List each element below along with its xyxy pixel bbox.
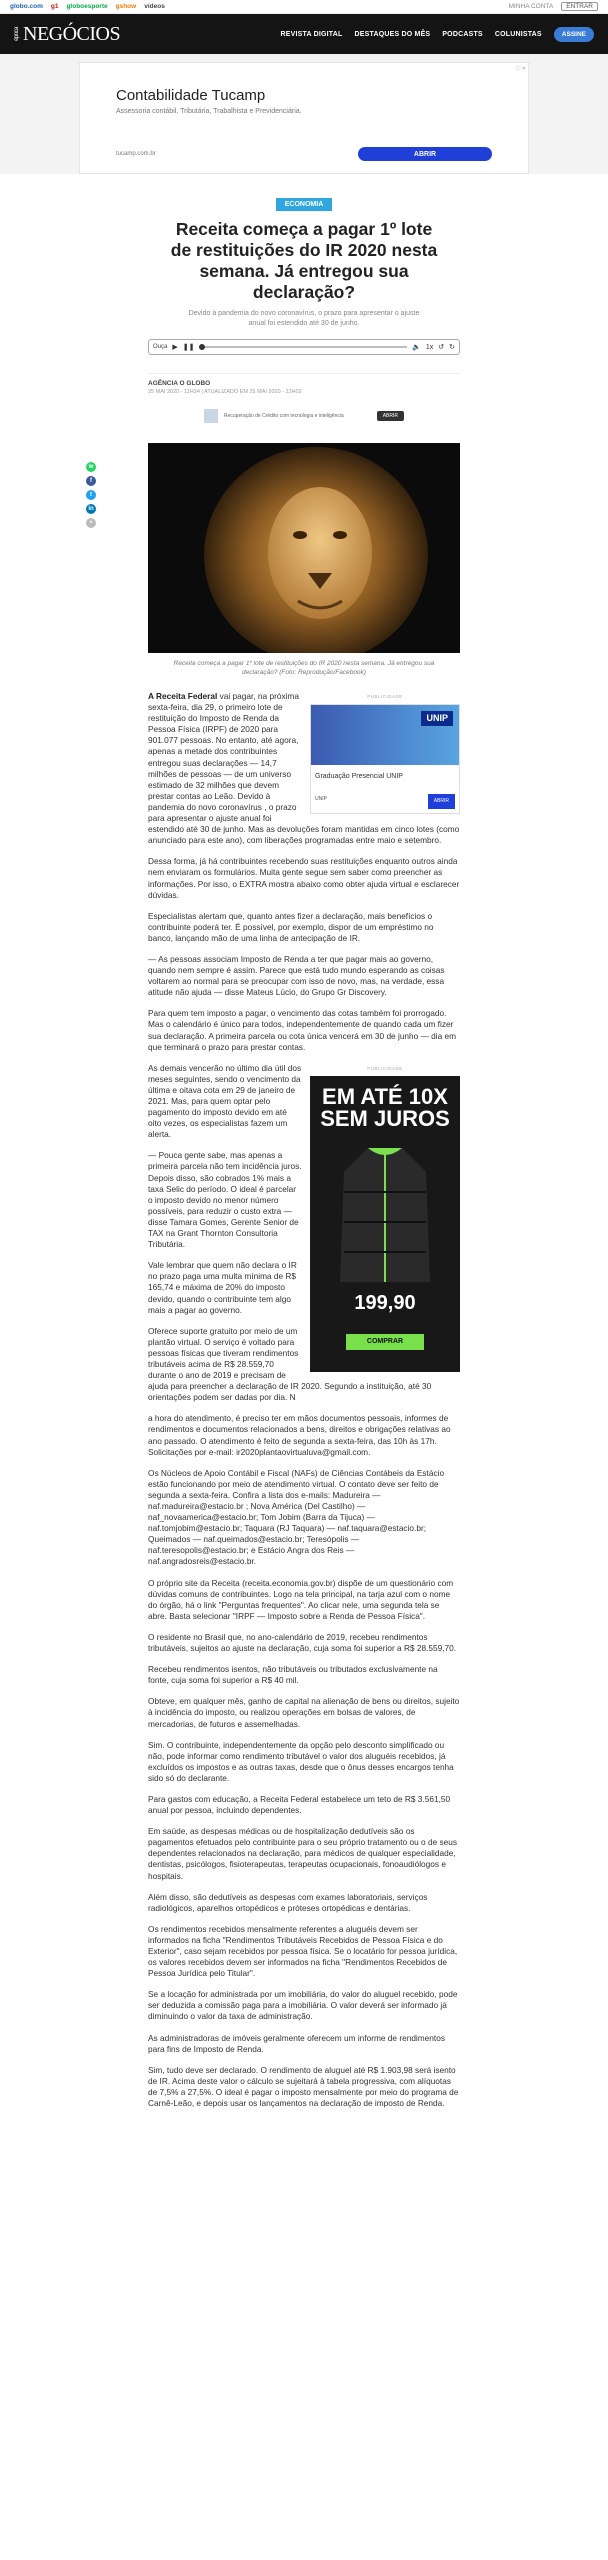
site-logo[interactable] [14,23,120,46]
jacket-ad-slot [310,1063,460,1372]
forward-icon[interactable]: ↻ [449,344,455,351]
my-account-link[interactable]: MINHA CONTA [508,3,554,10]
paragraph-14: Recebeu rendimentos isentos, não tributáveis ou tributados exclusivamente na fonte, cuja soma foi superior a R$ 40 mil. [148,1664,438,1686]
ad-choices-icon[interactable]: ⓘ ✕ [515,66,526,72]
article-date: 25 MAI 2020 - 11H34 | ATUALIZADO EM 25 MAI 2020 - 12H02 [148,389,302,395]
unip-ad-button[interactable]: ABRIR [428,794,455,809]
unip-ad[interactable] [310,704,460,814]
g1-link[interactable]: g1 [50,3,59,10]
paragraph-9: Oferece suporte gratuito por meio de um plantão virtual. O serviço é voltado para pessoas físicas que tiveram rendimentos tributáveis acima de R$ 28.559,70 durante o ano de 2019 e precisam de ajuda para preencher a declaração de IR 2020. Segundo a instituição, até 30 orientações podem ser dadas por dia. N [148,1325,432,1403]
paragraph-6: As demais vencerão no último dia útil dos meses seguintes, sendo o vencimento da última e oitava cota em 29 de janeiro de 2021. Mas, para quem optar pelo pagamento do imposto devido em até oito vezes, os especialistas fazem um alerta. [148,1062,302,1140]
image-caption: Receita começa a pagar 1º lote de restituições do IR 2020 nesta semana. Já entregou sua declaração? (Foto: Reprodução/Facebook) [173,660,435,676]
banner-ad-area [0,54,608,174]
article-title: Receita começa a pagar 1º lote de restituições do IR 2020 nesta semana. Já entregou sua declaração? [170,219,438,302]
videos-link[interactable]: vídeos [144,3,165,10]
rewind-icon[interactable]: ↺ [438,344,445,351]
paragraph-15: Obteve, em qualquer mês, ganho de capital na alienação de bens ou direitos, sujeito à incidência do imposto, ou realizou operações em bolsas de valores, de mercadorias, de futuros e assemelhadas. [148,1696,460,1729]
paragraph-3: Especialistas alertam que, quanto antes fizer a declaração, mais benefícios o contribuinte poderá ter. É possível, por exemplo, dispor de um empréstimo no banco, lançando mão de uma linha de antecipação de IR. [148,910,434,943]
gshow-link[interactable]: gshow [115,3,137,10]
lion-image [148,443,460,653]
jacket-ad[interactable] [310,1076,460,1372]
hero-image [148,443,460,653]
pause-icon[interactable]: ❚❚ [182,344,195,351]
receita-link[interactable]: A Receita Federal [148,691,218,701]
globo-link[interactable]: globo.com [10,3,43,10]
article-subtitle: Devido à pandemia do novo coronavírus, o prazo para apresentar o ajuste anual foi estendido até 30 de junho. [188,310,420,327]
paragraph-12: O próprio site da Receita (receita.economia.gov.br) dispõe de um questionário com dúvidas comuns de contribuintes. Logo na tela principal, na tarja azul com o nome do órgão, há o link "Perguntas frequentes". Ao clicar nele, uma segunda tela se abre. Basta selecionar "IRPF — Imposto sobre a Renda de Pessoa Física". [148,1577,454,1621]
paragraph-7: — Pouca gente sabe, mas apenas a primeira parcela não tem incidência juros. Depois disso, são cobrados 1% mais a taxa Selic do período. O ideal é parcelar o imposto devido no menor número possíveis, para reduzir o custo extra — disse Tamara Gomes, Gerente Senior de TAX na Grant Thornton Consultoria Tributária. [148,1150,302,1250]
unip-ad-title: Graduação Presencial UNIP [315,773,403,781]
more-share-icon[interactable]: + [86,518,96,528]
jacket-image [338,1142,432,1292]
sponsored-mini-ad[interactable] [204,405,404,427]
paragraph-10: a hora do atendimento, é preciso ter em mãos documentos pessoais, informes de rendimentos e documentos relacionados a bens, direitos e obrigações relativas ao ano passado. O atendimento é feito de segunda a sexta-feira, das 10h às 17h. Solicitações por e-mail: ir2020plantaovirtualuva@gmail.com. [148,1413,451,1457]
paragraph-8: Vale lembrar que quem não declara o IR no prazo paga uma multa mínima de R$ 165,74 e máxima de 20% do imposto devido, quando o contribuinte tem algo mais a pagar ao governo. [148,1260,297,1315]
mini-ad-button[interactable]: ABRIR [377,411,404,421]
paragraph-16: Sim. O contribuinte, independentemente da opção pelo desconto simplificado ou não, pode informar como rendimento tributável o valor dos aluguéis recebidos, já excluídos os impostos e as outras taxas, desde que o ônus desses encargos tenha sido só do declarante. [148,1739,454,1783]
play-icon[interactable]: ▶ [172,344,178,351]
logo-small-text: época [14,27,20,41]
banner-ad-open-button[interactable]: ABRIR [358,147,492,161]
globo-top-bar [0,0,608,14]
whatsapp-icon[interactable]: w [86,462,96,472]
article [148,198,460,2109]
paragraph-18: Em saúde, as despesas médicas ou de hospitalização dedutíveis são os pagamentos efetuados pelo contribuinte para o seu próprio tratamento ou o de seus dependentes relacionados na declaração, para médicos de qualquer especialidade, dentistas, psicólogos, fisioterapeutas, terapeutas ocupacionais, fonoaudiólogos e hospitais. [148,1826,458,1881]
section-tag[interactable]: ECONOMIA [276,198,332,211]
nav-link-podcasts[interactable]: PODCASTS [442,30,483,38]
paragraph-22: As administradoras de imóveis geralmente oferecem um informe de rendimentos para fins de Imposto de Renda. [148,2032,445,2054]
unip-ad-brand: UNIP [315,796,327,802]
paragraph-1: A Receita Federal vai pagar, na próxima sexta-feira, dia 29, o primeiro lote de restituição do Imposto de Renda da Pessoa Física (IRPF) de 2020 para 901.077 pessoas. No entanto, até agora, apenas a metade dos contribuintes entregou suas declarações — 14,7 milhões de pessoas — de um universo estimado de 32 milhões que devem prestar contas ao Leão. Devido à pandemia do novo coronavírus , o prazo para apresentar o ajuste anual foi estendido até 30 de junho. Mas as devoluções foram mantidas em cinco lotes (como anunciado para este ano), com liberações programadas entre maio e setembro. [148,691,460,846]
globoesporte-link[interactable]: globoesporte [66,3,108,10]
ad-label: PUBLICIDADE [367,694,403,699]
paragraph-20: Os rendimentos recebidos mensalmente referentes a aluguéis devem ser informados na ficha "Rendimentos Tributáveis Recebidos de Pessoa Física e do Exterior", caso sejam recebidos por pessoa física. Se o locatário for pessoa jurídica, os valores recebidos devem ser informados na ficha "Rendimentos Recebidos de Pessoa Jurídica pelo Titular". [148,1923,458,1979]
account-area [509,2,598,11]
login-button[interactable]: ENTRAR [561,2,598,11]
article-author[interactable]: AGÊNCIA O GLOBO [148,380,211,387]
article-body [148,691,460,2109]
mini-ad-text: Recuperação de Crédito com tecnologia e inteligência [224,413,344,419]
byline [148,373,460,395]
nav-link-colunistas[interactable]: COLUNISTAS [494,30,542,38]
ad-label: PUBLICIDADE [367,1065,403,1071]
volume-icon[interactable]: 🔈 [412,344,421,351]
paragraph-17: Para gastos com educação, a Receita Federal estabelece um teto de R$ 3.561,50 anual por pessoa, incluindo dependentes. [148,1793,451,1816]
facebook-icon[interactable]: f [86,476,96,486]
banner-ad-title: Contabilidade Tucamp [116,87,266,104]
main-nav [0,14,608,54]
paragraph-4: — As pessoas associam Imposto de Renda a ter que pagar mais ao governo, quando nem sempre é assim. Parece que está tudo mundo esperando as coisas voltarem ao normal para se preocupar com isso de novo, mas, na verdade, essa atitude não ajuda — disse Mateus Lúcio, do Grupo Gr Discovery. [148,953,445,998]
logo-text: NEGÓCIOS [23,22,121,45]
paragraph-21: Se a locação for administrada por um imobiliária, do valor do aluguel recebido, pode ser deduzida a comissão paga para a imobiliária. O valor deverá ser informado já diminuindo o valor da taxa de administração. [148,1989,458,2022]
speed-icon[interactable]: 1x [425,343,434,351]
paragraph-19: Além disso, são dedutíveis as despesas com exames laboratoriais, serviços radiológicos, aparelhos ortopédicos e próteses ortopédicas e dentárias. [148,1891,428,1913]
banner-ad[interactable] [79,62,529,174]
nav-link-destaques[interactable]: DESTAQUES DO MÊS [354,30,431,38]
jacket-ad-price: 199,90 [354,1291,416,1314]
audio-label: Ouça [153,344,168,350]
paragraph-11: Os Núcleos de Apoio Contábil e Fiscal (NAFs) de Ciências Contábeis da Estácio estão funcionando por meio de atendimento virtual. O contato deve ser feito de segunda a sexta-feira. Confira a lista dos e-mails: Madureira — naf.madureira@estacio.br ; Nova América (Del Castilho) — naf_novaamerica@estacio.br; Tom Jobim (Barra da Tijuca) — naf.tomjobim@estacio.br; Taquara (RJ Taquara) — naf.taquara@estacio.br; Queimados — naf.queimados@estacio.br; Teresópolis — naf.teresopolis@estacio.br; e Estácio Angra dos Reis — naf.angradosreis@estacio.br. [148,1467,445,1567]
nav-links [281,27,594,42]
mini-ad-thumbnail [204,409,218,423]
paragraph-5: Para quem tem imposto a pagar, o vencimento das cotas também foi prorrogado. Mas o calendário é único para todos, independentemente de quando cada um fizer sua declaração. A primeira parcela ou cota única vencerá em 30 de junho — dia em que terminará o prazo para prestar contas. [148,1008,457,1052]
unip-ad-banner [311,705,459,765]
nav-link-revista[interactable]: REVISTA DIGITAL [280,30,343,38]
twitter-icon[interactable]: t [86,490,96,500]
paragraph-13: O residente no Brasil que, no ano-calendário de 2019, recebeu rendimentos tributáveis, sujeitos ao ajuste na declaração, cuja soma foi superior a R$ 28.559,70. [148,1631,457,1654]
banner-ad-url: tucamp.com.br [116,151,156,157]
banner-ad-subtitle: Assessoria contábil, Tributária, Trabalhista e Previdenciária. [116,108,302,115]
subscribe-button[interactable]: ASSINE [554,27,594,42]
jacket-ad-headline: EM ATÉ 10X SEM JUROS [320,1083,450,1131]
unip-logo: UNIP [421,711,453,726]
audio-progress-slider[interactable] [199,346,407,348]
linkedin-icon[interactable]: in [86,504,96,514]
jacket-ad-buy-button[interactable]: COMPRAR [346,1334,424,1350]
audio-player [148,339,460,355]
paragraph-23: Sim, tudo deve ser declarado. O rendimento de aluguel até R$ 1.903,98 será isento de IR. Acima deste valor o cálculo se sujeitará à tabela progressiva, com alíquotas de 7,5% a 27,5%. O ideal é pagar o imposto mensalmente por meio do programa de Carnê-Leão, e depois usar os lançamentos na declaração de imposto de Renda. [148,2064,459,2109]
unip-ad-slot [310,691,460,814]
paragraph-2: Dessa forma, já há contribuintes recebendo suas restituições enquanto outros ainda nem enviaram os formulários. Muita gente segue sem saber como preencher as informações. Por isso, o EXTRA mostra abaixo como obter ajuda virtual e esclarecer dúvidas. [148,856,460,900]
share-bar [86,462,96,528]
